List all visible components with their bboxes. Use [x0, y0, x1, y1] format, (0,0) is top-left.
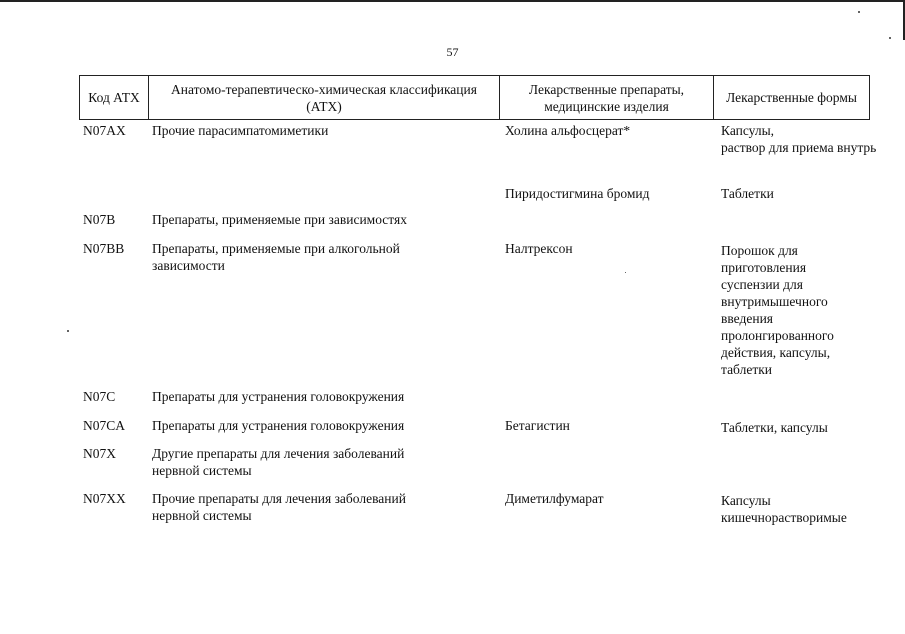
drug-name: Налтрексон [505, 241, 573, 256]
drug-name: Холина альфосцерат* [505, 123, 631, 138]
atc-code: N07BB [83, 241, 125, 256]
atc-code: N07AX [83, 123, 126, 138]
atc-code: N07C [83, 389, 116, 404]
header-code: Код АТХ [88, 90, 140, 105]
drug-name: Пиридостигмина бромид [505, 186, 650, 201]
dosage-forms: Порошок для приготовления суспензии для внутримышечного введения пролонгированного действия, капсулы, таблетки [721, 243, 834, 377]
dosage-forms: Таблетки [721, 186, 774, 201]
scan-speck [858, 11, 860, 13]
atc-classification: Прочие парасимпатомиметики [152, 123, 329, 138]
dosage-forms: Капсулы, раствор для приема внутрь [721, 123, 877, 155]
page-number: 57 [446, 45, 459, 59]
scan-speck [67, 330, 69, 332]
atc-classification: Другие препараты для лечения заболеваний нервной системы [152, 446, 405, 478]
header-drugs: Лекарственные препараты, медицинские изделия [499, 76, 713, 119]
atc-code: N07XX [83, 491, 126, 506]
atc-code: N07CA [83, 418, 126, 433]
atc-classification: Прочие препараты для лечения заболеваний нервной системы [152, 491, 406, 523]
scan-speck [625, 272, 626, 273]
header-classification: Анатомо-терапевтическо-химическая классификация (АТХ) [148, 76, 499, 119]
atc-classification: Препараты, применяемые при алкогольной зависимости [152, 241, 400, 273]
atc-classification: Препараты, применяемые при зависимостях [152, 212, 407, 227]
drug-name: Диметилфумарат [505, 491, 604, 506]
atc-code: N07X [83, 446, 116, 461]
atc-classification: Препараты для устранения головокружения [152, 389, 405, 404]
atc-code: N07B [83, 212, 116, 227]
scan-top-border [0, 0, 905, 2]
dosage-forms: Капсулы кишечнорастворимые [721, 493, 847, 525]
table-header [79, 75, 870, 120]
header-forms: Лекарственные формы [713, 76, 869, 119]
drug-name: Бетагистин [505, 418, 570, 433]
atc-classification: Препараты для устранения головокружения [152, 418, 405, 433]
dosage-forms: Таблетки, капсулы [721, 420, 828, 435]
scan-speck [889, 37, 891, 39]
